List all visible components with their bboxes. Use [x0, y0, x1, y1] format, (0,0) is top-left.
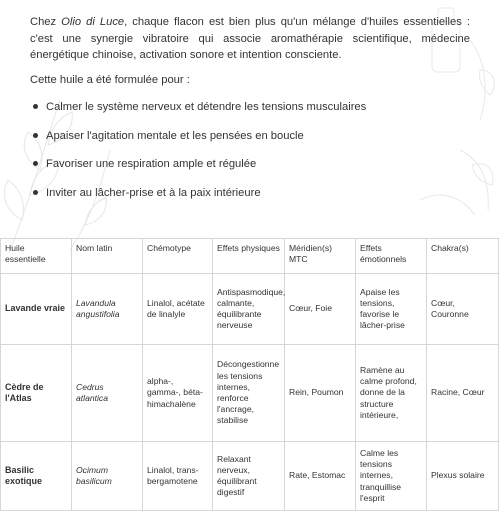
cell-chakras: Racine, Cœur [427, 345, 499, 442]
cell-chakras: Plexus solaire [427, 442, 499, 511]
cell-chakras: Cœur, Couronne [427, 274, 499, 345]
header-effets-emotionnels: Effets émotionnels [356, 239, 427, 274]
header-chakras: Chakra(s) [427, 239, 499, 274]
cell-nom-latin: Lavandula angustifolia [72, 274, 143, 345]
table-header-row [1, 239, 499, 274]
cell-nom-latin: Cedrus atlantica [72, 345, 143, 442]
cell-meridiens: Cœur, Foie [285, 274, 356, 345]
essential-oils-table [0, 238, 499, 511]
cell-effets-emotionnels: Calme les tensions internes, tranquillise l'esprit [356, 442, 427, 511]
header-chemotype: Chémotype [143, 239, 213, 274]
list-item: Inviter au lâcher-prise et à la paix intérieure [30, 185, 366, 214]
cell-huile: Cèdre de l'Atlas [1, 345, 72, 442]
cell-effets-emotionnels: Ramène au calme profond, donne de la structure intérieure, [356, 345, 427, 442]
table-row [1, 345, 499, 442]
cell-meridiens: Rein, Poumon [285, 345, 356, 442]
cell-effets-physiques: Antispasmodique, calmante, équilibrante nerveuse [213, 274, 285, 345]
benefits-list [30, 99, 366, 213]
cell-chemotype: Linalol, trans-bergamotene [143, 442, 213, 511]
cell-meridiens: Rate, Estomac [285, 442, 356, 511]
list-item: Favoriser une respiration ample et régulée [30, 156, 366, 185]
header-nom-latin: Nom latin [72, 239, 143, 274]
formula-subtitle: Cette huile a été formulée pour : [30, 74, 190, 86]
header-effets-physiques: Effets physiques [213, 239, 285, 274]
cell-effets-physiques: Relaxant nerveux, équilibrant digestif [213, 442, 285, 511]
cell-nom-latin: Ocimum basilicum [72, 442, 143, 511]
brand-name: Olio di Luce [61, 16, 125, 28]
list-item: Apaiser l'agitation mentale et les pensées en boucle [30, 128, 366, 157]
cell-chemotype: alpha-, gamma-, béta-himachalène [143, 345, 213, 442]
intro-part2: , chaque flacon est bien plus qu'un mélange d'huiles essentielles : c'est une synergie vibratoire qui associe aromathérapie scientifique, médecine énergétique chinoise, activation sonore et intention consciente. [30, 16, 470, 61]
cell-effets-emotionnels: Apaise les tensions, favorise le lâcher-prise [356, 274, 427, 345]
cell-chemotype: Linalol, acétate de linalyle [143, 274, 213, 345]
header-huile: Huile essentielle [1, 239, 72, 274]
cell-huile: Lavande vraie [1, 274, 72, 345]
header-meridiens: Méridien(s) MTC [285, 239, 356, 274]
cell-effets-physiques: Décongestionne les tensions internes, renforce l'ancrage, stabilise [213, 345, 285, 442]
intro-paragraph [30, 14, 470, 64]
list-item: Calmer le système nerveux et détendre les tensions musculaires [30, 99, 366, 128]
cell-huile: Basilic exotique [1, 442, 72, 511]
table-row [1, 274, 499, 345]
intro-part1: Chez [30, 16, 62, 28]
table-row [1, 442, 499, 511]
